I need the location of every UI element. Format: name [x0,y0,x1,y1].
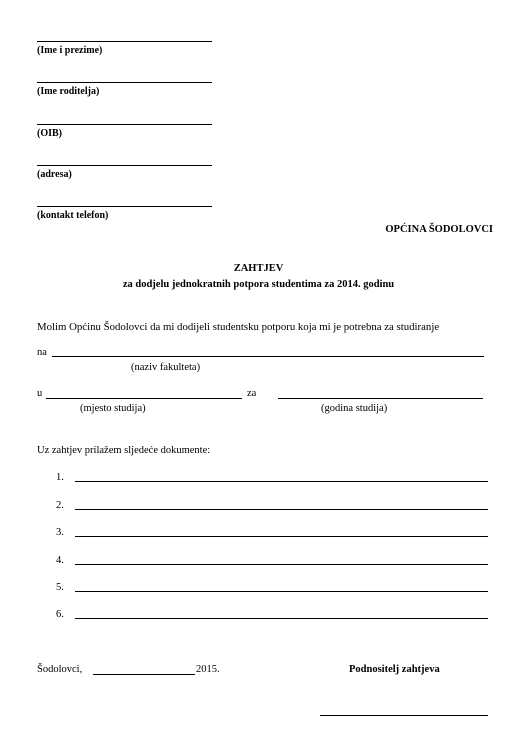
document-number: 5. [56,582,64,593]
parent-name-line[interactable] [37,82,212,83]
document-number: 6. [56,609,64,620]
study-place-line[interactable] [46,398,242,399]
signature-label: Podnositelj zahtjeva [349,664,440,675]
document-title: ZAHTJEV [233,263,284,274]
applicant-name-line[interactable] [37,41,212,42]
oib-label: (OIB) [37,128,62,139]
study-place-caption: (mjesto studija) [80,403,146,414]
address-line[interactable] [37,165,212,166]
study-year-caption: (godina studija) [321,403,388,414]
document-subtitle: za dodjelu jednokratnih potpora studentima za 2014. godinu [122,279,395,290]
faculty-caption: (naziv fakulteta) [131,362,201,373]
document-line[interactable] [75,591,488,592]
document-number: 2. [56,500,64,511]
study-year-line[interactable] [278,398,483,399]
phone-label: (kontakt telefon) [37,210,109,221]
applicant-name-label: (Ime i prezime) [37,45,103,56]
faculty-prefix: na [37,347,47,358]
document-line[interactable] [75,481,488,482]
recipient: OPĆINA ŠODOLOVCI [385,224,493,235]
document-line[interactable] [75,536,488,537]
document-line[interactable] [75,509,488,510]
document-number: 1. [56,472,64,483]
study-place-prefix: u [37,388,43,399]
study-connector: za [247,388,257,399]
document-line[interactable] [75,618,488,619]
footer-year: 2015. [196,664,220,675]
faculty-line[interactable] [52,356,484,357]
document-line[interactable] [75,564,488,565]
oib-line[interactable] [37,124,212,125]
address-label: (adresa) [37,169,72,180]
phone-line[interactable] [37,206,212,207]
date-line[interactable] [93,674,195,675]
footer-place: Šodolovci, [37,664,83,675]
documents-intro: Uz zahtjev prilažem sljedeće dokumente: [37,445,211,456]
document-number: 4. [56,555,64,566]
request-text: Molim Općinu Šodolovci da mi dodijeli studentsku potporu koja mi je potrebna za studiranje [37,321,440,333]
document-number: 3. [56,527,64,538]
parent-name-label: (Ime roditelja) [37,86,100,97]
signature-line[interactable] [320,715,488,716]
